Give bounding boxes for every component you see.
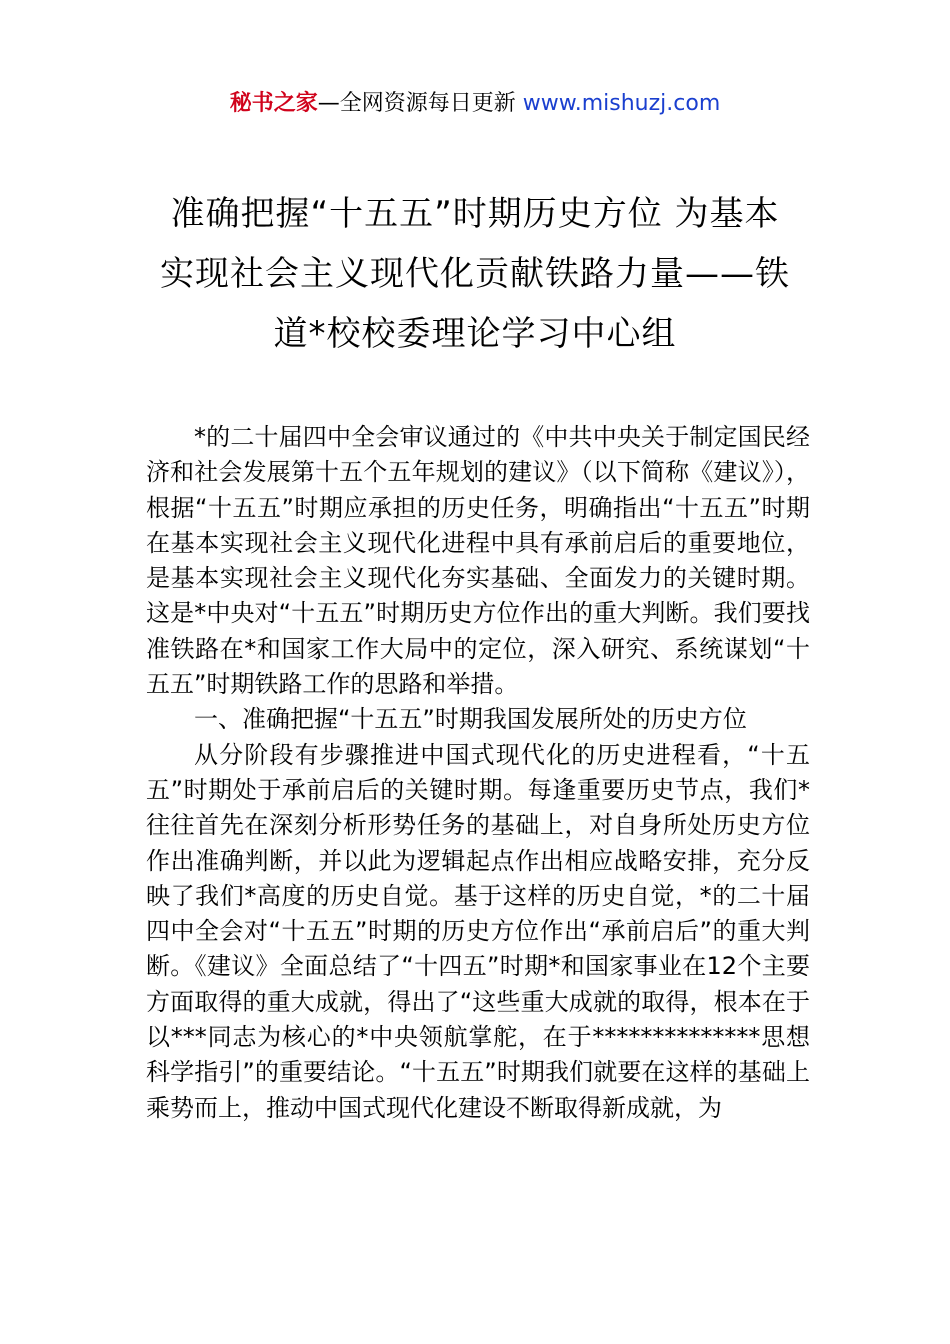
site-tagline: —全网资源每日更新 <box>317 91 523 116</box>
site-brand: 秘书之家 <box>229 91 318 116</box>
document-body <box>146 420 810 1126</box>
site-header <box>0 88 950 120</box>
body-paragraph: 从分阶段有步骤推进中国式现代化的历史进程看，“十五五”时期处于承前启后的关键时期。每逢重要历史节点，我们*往往首先在深刻分析形势任务的基础上，对自身所处历史方位作出准确判断，并以此为逻辑起点作出相应战略安排，充分反映了我们*高度的历史自觉。基于这样的历史自觉，*的二十届四中全会对“十五五”时期的历史方位作出“承前启后”的重大判断。《建议》全面总结了“十四五”时期*和国家事业在12个主要方面取得的重大成就，得出了“这些重大成就的取得，根本在于以***同志为核心的*中央领航掌舵，在于**************思想科学指引”的重要结论。“十五五”时期我们就要在这样的基础上乘势而上，推动中国式现代化建设不断取得新成就，为 <box>146 740 810 1122</box>
title-line-3: 道*校校委理论学习中心组 <box>273 314 677 354</box>
title-line-1: 准确把握“十五五”时期历史方位 为基本 <box>170 194 780 234</box>
section-heading: 一、准确把握“十五五”时期我国发展所处的历史方位 <box>194 705 747 734</box>
title-line-2: 实现社会主义现代化贡献铁路力量——铁 <box>160 254 790 294</box>
intro-paragraph: *的二十届四中全会审议通过的《中共中央关于制定国民经济和社会发展第十五个五年规划的建议》（以下简称《建议》），根据“十五五”时期应承担的历史任务，明确指出“十五五”时期在基本实现社会主义现代化进程中具有承前启后的重要地位，是基本实现社会主义现代化夯实基础、全面发力的关键时期。这是*中央对“十五五”时期历史方位作出的重大判断。我们要找准铁路在*和国家工作大局中的定位，深入研究、系统谋划“十五五”时期铁路工作的思路和举措。 <box>146 423 810 699</box>
site-url-link[interactable]: www.mishuzj.com <box>522 91 721 116</box>
document-title <box>140 184 810 364</box>
